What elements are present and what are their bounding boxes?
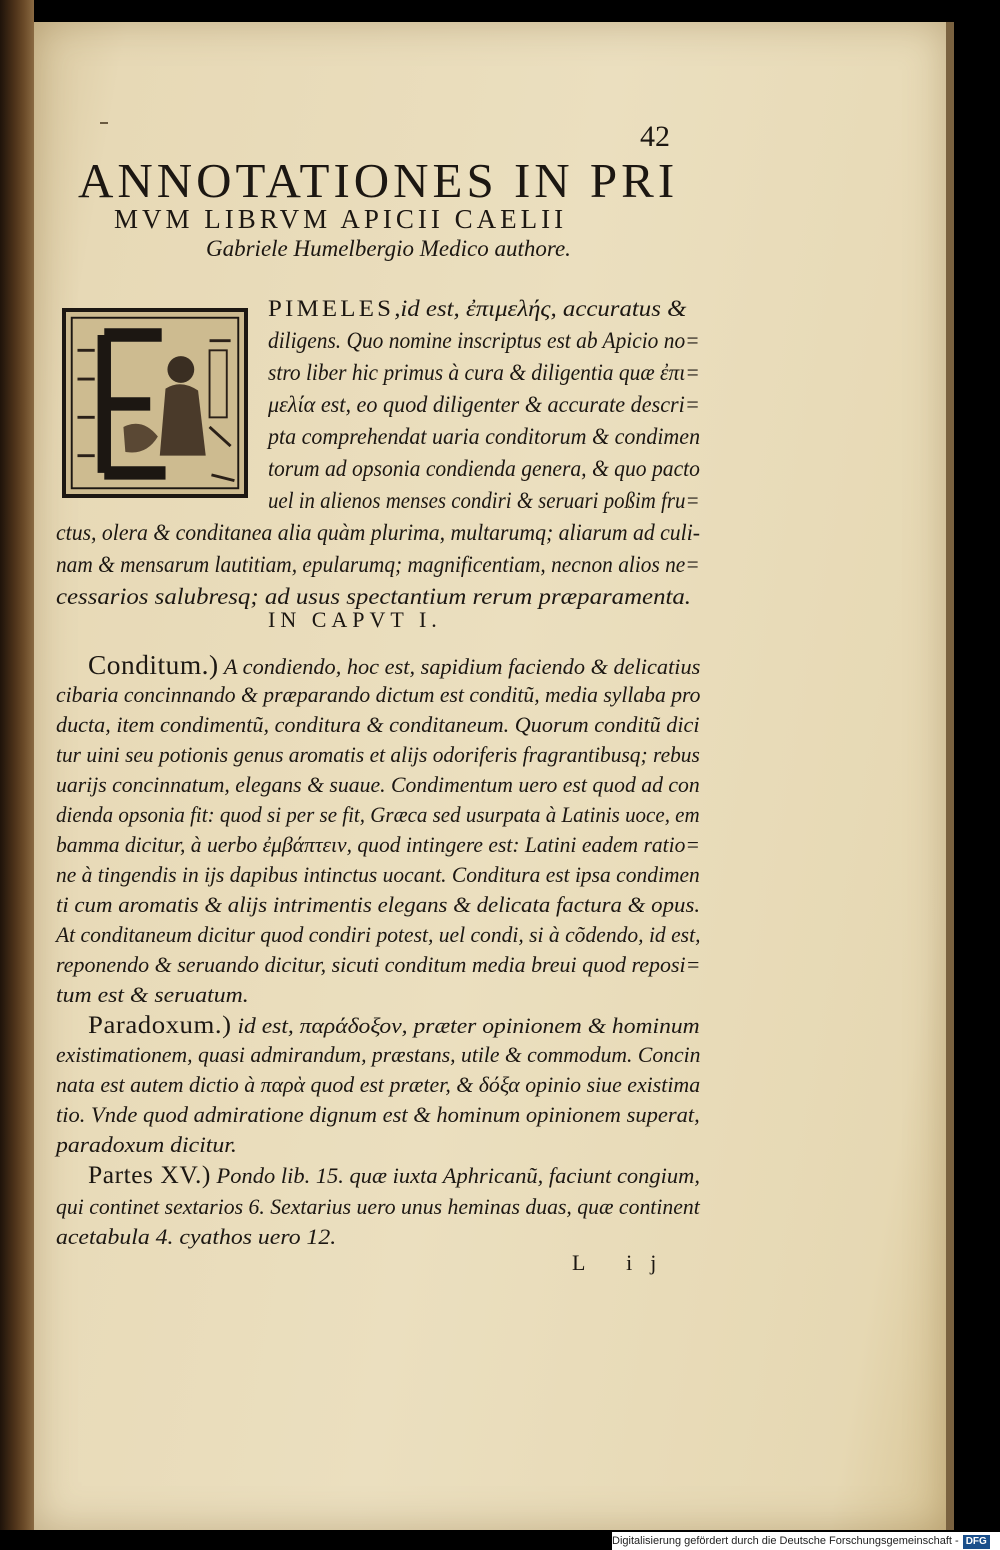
entry-partes-head: Partes XV.) — [88, 1162, 211, 1189]
intro-line-5: pta comprehendat uaria conditorum & condimen — [268, 424, 701, 449]
intro-line-4: μελία est, eo quod diligenter & accurate descri= — [268, 392, 700, 417]
entry-conditum-line-6: dienda opsonia fit: quod si per se fit, Græca sed usurpata à Latinis uoce, em — [56, 802, 700, 827]
intro-line-8: ctus, olera & conditanea alia quàm plurima, multarumq; aliarum ad culi- — [56, 520, 701, 545]
intro-line-1 — [268, 296, 686, 322]
intro-line-1-text: ,id est, ἐπιμελής, accuratus & — [394, 296, 687, 321]
title-line-1: ANNOTATIONES IN PRI — [78, 153, 679, 208]
intro-line-3: stro liber hic primus à cura & diligentia quæ ἐπι= — [268, 360, 700, 385]
entry-paradoxum-line-4: tio. Vnde quod admiratione dignum est & hominum opinionem superat, — [56, 1102, 700, 1127]
entry-paradoxum-line-2: existimationem, quasi admirandum, præstans, utile & commodum. Concin — [56, 1042, 701, 1067]
intro-line-9: nam & mensarum lautitiam, epularumq; magnificentiam, necnon alios ne= — [56, 552, 700, 577]
section-heading: IN CAPVT I. — [268, 607, 442, 632]
entry-paradoxum-line-5: paradoxum dicitur. — [56, 1132, 237, 1157]
entry-conditum-line-1-text: A condiendo, hoc est, sapidium faciendo & delicatius — [218, 654, 701, 679]
entry-conditum-line-11: reponendo & seruando dicitur, sicuti conditum media breui quod reposi= — [56, 952, 701, 977]
woodcut-initial-icon — [62, 308, 248, 498]
entry-conditum-line-9: ti cum aromatis & alijs intrimentis elegans & delicata factura & opus. — [56, 892, 701, 917]
entry-conditum-head: Conditum.) — [88, 650, 219, 680]
entry-paradoxum-line-3: nata est autem dictio à παρὰ quod est præter, & δόξα opinio siue existima — [56, 1072, 701, 1097]
entry-paradoxum-line-1-text: id est, παράδοξον, præter opinionem & hominum — [231, 1013, 700, 1038]
entry-conditum-line-2: cibaria concinnando & præparando dictum est conditũ, media syllaba pro — [56, 682, 701, 707]
entry-conditum-line-8: ne à tingendis in ijs dapibus intinctus uocant. Conditura est ipsa condimen — [56, 862, 700, 887]
title-line-3: Gabriele Humelbergio Medico authore. — [206, 236, 571, 261]
title-line-2: MVM LIBRVM APICII CAELII — [114, 204, 568, 234]
entry-paradoxum-line-1 — [88, 1012, 700, 1040]
entry-paradoxum-head: Paradoxum.) — [88, 1012, 232, 1039]
entry-partes-line-2: qui continet sextarios 6. Sextarius uero unus heminas duas, quæ continent — [56, 1194, 700, 1219]
entry-partes-line-1-text: Pondo lib. 15. quæ iuxta Aphricanũ, faciunt congium, — [210, 1163, 700, 1188]
entry-conditum-line-10: At conditaneum dicitur quod condiri potest, uel condi, si à cõdendo, id est, — [56, 922, 701, 947]
dfg-logo-icon[interactable]: DFG — [963, 1535, 990, 1549]
intro-lead-word: PIMELES — [268, 296, 395, 321]
intro-line-7: uel in alienos menses condiri & seruari poßim fru= — [268, 488, 700, 513]
intro-line-10: cessarios salubresq; ad usus spectantium rerum præparamenta. — [56, 584, 692, 609]
entry-partes-line-3: acetabula 4. cyathos uero 12. — [56, 1224, 337, 1249]
folio-number: 42 — [640, 120, 670, 153]
entry-partes-line-1 — [88, 1162, 700, 1190]
entry-conditum-line-4: tur uini seu potionis genus aromatis et alijs odoriferis fragrantibusq; rebus — [56, 742, 700, 767]
entry-conditum-line-3: ducta, item condimentũ, conditura & conditaneum. Quorum conditũ dici — [56, 712, 700, 737]
book-binding — [0, 0, 34, 1530]
signature-mark: L ij — [572, 1250, 675, 1275]
entry-conditum-line-5: uarijs concinnatum, elegans & suaue. Condimentum uero est quod ad con — [56, 772, 700, 797]
page-edge — [946, 22, 954, 1530]
digitization-footer — [612, 1532, 1000, 1550]
entry-conditum-line-12: tum est & seruatum. — [56, 982, 249, 1007]
intro-line-6: torum ad opsonia condienda genera, & quo pacto — [268, 456, 700, 481]
footer-text: Digitalisierung gefördert durch die Deutsche Forschungsgemeinschaft - — [612, 1535, 959, 1547]
page-mark — [100, 122, 108, 124]
intro-line-2: diligens. Quo nomine inscriptus est ab Apicio no= — [268, 328, 700, 353]
entry-conditum-line-7: bamma dicitur, à uerbo ἐμβάπτειν, quod intingere est: Latini eadem ratio= — [56, 832, 700, 857]
entry-conditum-line-1 — [88, 650, 700, 681]
